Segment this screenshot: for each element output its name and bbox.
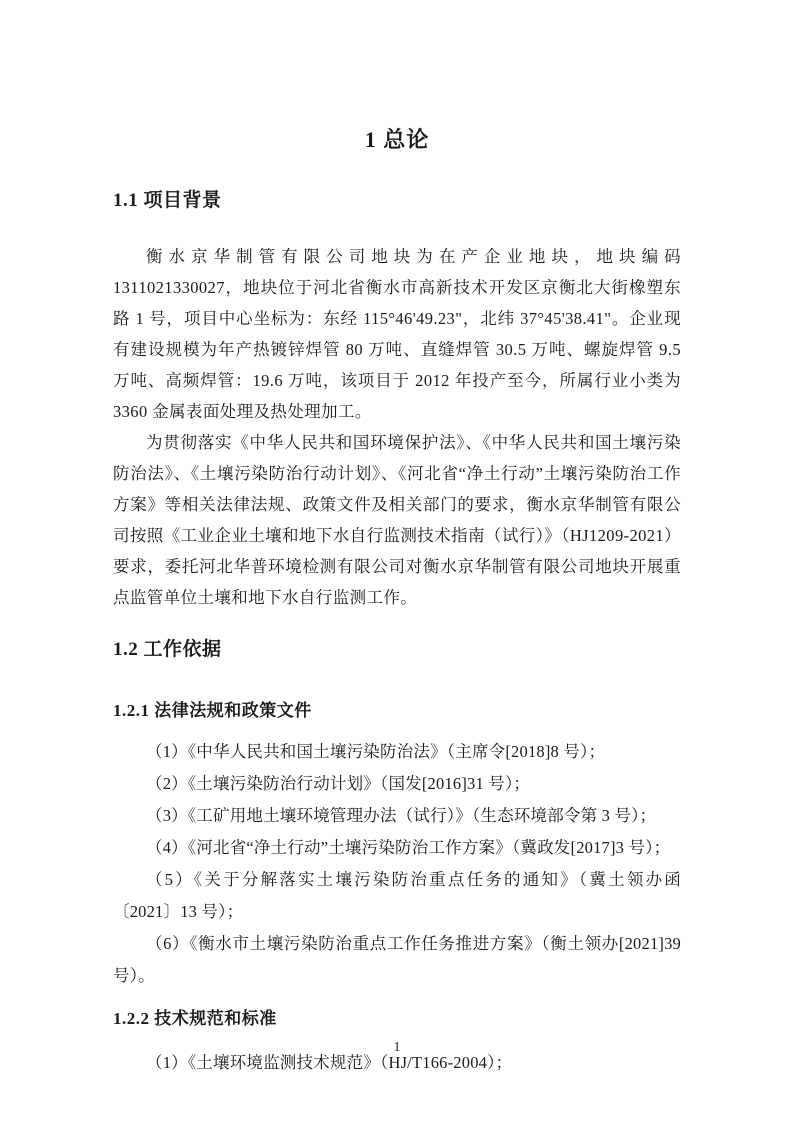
list-item: （3）《工矿用地土壤环境管理办法（试行）》（生态环境部令第 3 号）； [146,806,657,825]
subsection-heading-1-2-2: 1.2.2 技术规范和标准 [113,1009,277,1028]
chapter-title: 1 总论 [364,127,430,152]
list-item: （1）《中华人民共和国土壤污染防治法》（主席令[2018]8 号）； [146,742,606,761]
list-item: （6）《衡水市土壤污染防治重点工作任务推进方案》（衡土领办[2021]39 号）。 [113,934,681,985]
paragraph-project-background-1: 衡水京华制管有限公司地块为在产企业地块，地块编码 1311021330027，地块位于河北省衡水市高新技术开发区京衡北大街橡塑东路 1 号，项目中心坐标为：东经 115°46'49.23"，北纬 37°45'38.41"。企业现有建设规模为年产热镀锌焊管 80 万吨、直缝焊管 30.5 万吨、螺旋焊管 9.5 万吨、高频焊管：19.6 万吨，该项目于 2012 年投产至今，所属行业小类为 3360 金属表面处理及热处理加工。 [113,247,681,421]
list-item: （2）《土壤污染防治行动计划》（国发[2016]31 号）； [146,774,531,793]
page-number: 1 [393,1040,401,1055]
paragraph-project-background-2: 为贯彻落实《中华人民共和国环境保护法》、《中华人民共和国土壤污染防治法》、《土壤污染防治行动计划》、《河北省“净土行动”土壤污染防治工作方案》等相关法律法规、政策文件及相关部门的要求，衡水京华制管有限公司按照《工业企业土壤和地下水自行监测技术指南（试行）》（HJ1209-2021）要求，委托河北华普环境检测有限公司对衡水京华制管有限公司地块开展重点监管单位土壤和地下水自行监测工作。 [113,433,681,607]
list-item: （1）《土壤环境监测技术规范》（HJ/T166-2004）； [146,1053,513,1072]
section-heading-1-1: 1.1 项目背景 [113,190,222,211]
page-footer [0,1038,794,1057]
subsection-heading-1-2-1: 1.2.1 法律法规和政策文件 [113,701,312,720]
list-item: （5）《关于分解落实土壤污染防治重点任务的通知》（冀土领办函〔2021〕13 号）； [113,870,681,921]
law-policy-reference-list [113,736,681,992]
list-item: （4）《河北省“净土行动”土壤污染防治工作方案》（冀政发[2017]3 号）； [146,838,671,857]
section-heading-1-2: 1.2 工作依据 [113,639,222,660]
